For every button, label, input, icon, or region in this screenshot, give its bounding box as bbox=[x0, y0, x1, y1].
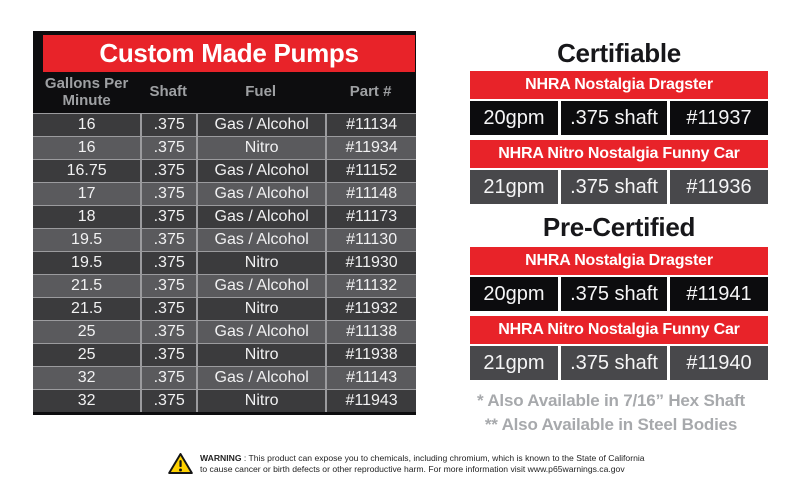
nhra-banner: NHRA Nostalgia Dragster bbox=[470, 247, 768, 275]
column-header-gpm: Gallons Per Minute bbox=[44, 75, 129, 109]
column-header-fuel: Fuel bbox=[245, 83, 277, 101]
spec-row bbox=[470, 101, 768, 135]
cell-part: #11173 bbox=[325, 206, 416, 228]
cell-shaft: .375 bbox=[140, 137, 196, 159]
pre-certified-dragster-card bbox=[470, 247, 768, 311]
cell-part: #11143 bbox=[325, 367, 416, 389]
nhra-banner: NHRA Nostalgia Dragster bbox=[470, 71, 768, 99]
cell-gpm: 21.5 bbox=[71, 277, 103, 294]
certifiable-section-title: Certifiable bbox=[557, 38, 681, 68]
spec-part: #11936 bbox=[670, 170, 768, 204]
cell-fuel: Nitro bbox=[196, 252, 325, 274]
warning-text bbox=[200, 453, 646, 474]
cell-gpm: 25 bbox=[77, 346, 96, 363]
spec-shaft: .375 shaft bbox=[561, 346, 667, 380]
cell-shaft: .375 bbox=[140, 183, 196, 205]
cell-gpm: 25 bbox=[77, 323, 96, 340]
cell-gpm: 17 bbox=[77, 185, 96, 202]
cell-shaft: .375 bbox=[140, 321, 196, 343]
table-row bbox=[33, 343, 416, 366]
cell-shaft: .375 bbox=[140, 367, 196, 389]
certification-column bbox=[470, 38, 768, 380]
pump-table-title: Custom Made Pumps bbox=[99, 38, 359, 68]
table-row bbox=[33, 228, 416, 251]
cell-part: #11943 bbox=[325, 390, 416, 412]
certifiable-funny-car-card bbox=[470, 140, 768, 204]
nhra-banner: NHRA Nitro Nostalgia Funny Car bbox=[470, 140, 768, 168]
custom-made-pumps-table bbox=[33, 31, 416, 415]
cell-fuel: Gas / Alcohol bbox=[196, 275, 325, 297]
footnotes bbox=[446, 389, 776, 437]
spec-gpm: 21gpm bbox=[470, 346, 558, 380]
cell-gpm: 18 bbox=[77, 208, 96, 225]
table-row bbox=[33, 159, 416, 182]
table-row bbox=[33, 366, 416, 389]
spec-row bbox=[470, 277, 768, 311]
cell-fuel: Gas / Alcohol bbox=[196, 321, 325, 343]
nhra-banner: NHRA Nitro Nostalgia Funny Car bbox=[470, 316, 768, 344]
pump-table-title-band bbox=[43, 35, 415, 72]
cell-part: #11148 bbox=[325, 183, 416, 205]
cell-gpm: 32 bbox=[77, 369, 96, 386]
cell-shaft: .375 bbox=[140, 344, 196, 366]
spec-shaft: .375 shaft bbox=[561, 170, 667, 204]
cell-part: #11130 bbox=[325, 229, 416, 251]
cell-part: #11152 bbox=[325, 160, 416, 182]
cell-shaft: .375 bbox=[140, 114, 196, 136]
cell-gpm: 19.5 bbox=[71, 231, 103, 248]
cell-fuel: Gas / Alcohol bbox=[196, 229, 325, 251]
table-row bbox=[33, 389, 416, 412]
cell-part: #11132 bbox=[325, 275, 416, 297]
cell-gpm: 16 bbox=[77, 116, 96, 133]
table-row bbox=[33, 113, 416, 136]
cell-gpm: 16 bbox=[77, 139, 96, 156]
cell-shaft: .375 bbox=[140, 206, 196, 228]
cell-part: #11134 bbox=[325, 114, 416, 136]
cell-fuel: Nitro bbox=[196, 344, 325, 366]
cell-gpm: 21.5 bbox=[71, 300, 103, 317]
table-row bbox=[33, 274, 416, 297]
cell-fuel: Gas / Alcohol bbox=[196, 160, 325, 182]
cell-part: #11930 bbox=[325, 252, 416, 274]
cell-fuel: Nitro bbox=[196, 390, 325, 412]
warning-triangle-icon bbox=[168, 452, 193, 475]
cell-fuel: Gas / Alcohol bbox=[196, 206, 325, 228]
cell-shaft: .375 bbox=[140, 298, 196, 320]
cell-part: #11938 bbox=[325, 344, 416, 366]
cell-shaft: .375 bbox=[140, 252, 196, 274]
table-row bbox=[33, 182, 416, 205]
cell-fuel: Nitro bbox=[196, 298, 325, 320]
cell-fuel: Gas / Alcohol bbox=[196, 114, 325, 136]
spec-part: #11937 bbox=[670, 101, 768, 135]
table-row bbox=[33, 205, 416, 228]
cell-part: #11138 bbox=[325, 321, 416, 343]
cell-part: #11932 bbox=[325, 298, 416, 320]
cell-shaft: .375 bbox=[140, 160, 196, 182]
column-header-part: Part # bbox=[349, 83, 392, 101]
prop65-warning bbox=[168, 452, 646, 475]
spec-gpm: 21gpm bbox=[470, 170, 558, 204]
cell-gpm: 32 bbox=[77, 392, 96, 409]
spec-gpm: 20gpm bbox=[470, 101, 558, 135]
table-row bbox=[33, 320, 416, 343]
spec-row bbox=[470, 170, 768, 204]
table-row bbox=[33, 136, 416, 159]
warning-label: WARNING bbox=[200, 452, 242, 463]
cell-fuel: Gas / Alcohol bbox=[196, 367, 325, 389]
column-header-shaft: Shaft bbox=[149, 83, 187, 101]
spec-part: #11940 bbox=[670, 346, 768, 380]
cell-shaft: .375 bbox=[140, 390, 196, 412]
cell-gpm: 19.5 bbox=[71, 254, 103, 271]
pump-table-header-row bbox=[33, 72, 416, 113]
spec-part: #11941 bbox=[670, 277, 768, 311]
pre-certified-section-title: Pre-Certified bbox=[542, 212, 696, 242]
cell-shaft: .375 bbox=[140, 275, 196, 297]
spec-shaft: .375 shaft bbox=[561, 277, 667, 311]
spec-gpm: 20gpm bbox=[470, 277, 558, 311]
warning-body: : This product can expose you to chemicals, including chromium, which is known to the State of California to cause cancer or birth defects or other reproductive harm. For more information visit www.p65warnings.ca.gov bbox=[200, 452, 645, 474]
table-row bbox=[33, 297, 416, 320]
pump-table-body bbox=[33, 113, 416, 412]
cell-fuel: Nitro bbox=[196, 137, 325, 159]
footnote-hex-shaft: * Also Available in 7/16” Hex Shaft bbox=[477, 391, 745, 410]
cell-gpm: 16.75 bbox=[66, 162, 107, 179]
cell-fuel: Gas / Alcohol bbox=[196, 183, 325, 205]
pre-certified-funny-car-card bbox=[470, 316, 768, 380]
cell-part: #11934 bbox=[325, 137, 416, 159]
footnote-steel-bodies: ** Also Available in Steel Bodies bbox=[484, 415, 738, 434]
cell-shaft: .375 bbox=[140, 229, 196, 251]
spec-row bbox=[470, 346, 768, 380]
spec-shaft: .375 shaft bbox=[561, 101, 667, 135]
table-row bbox=[33, 251, 416, 274]
certifiable-dragster-card bbox=[470, 71, 768, 135]
